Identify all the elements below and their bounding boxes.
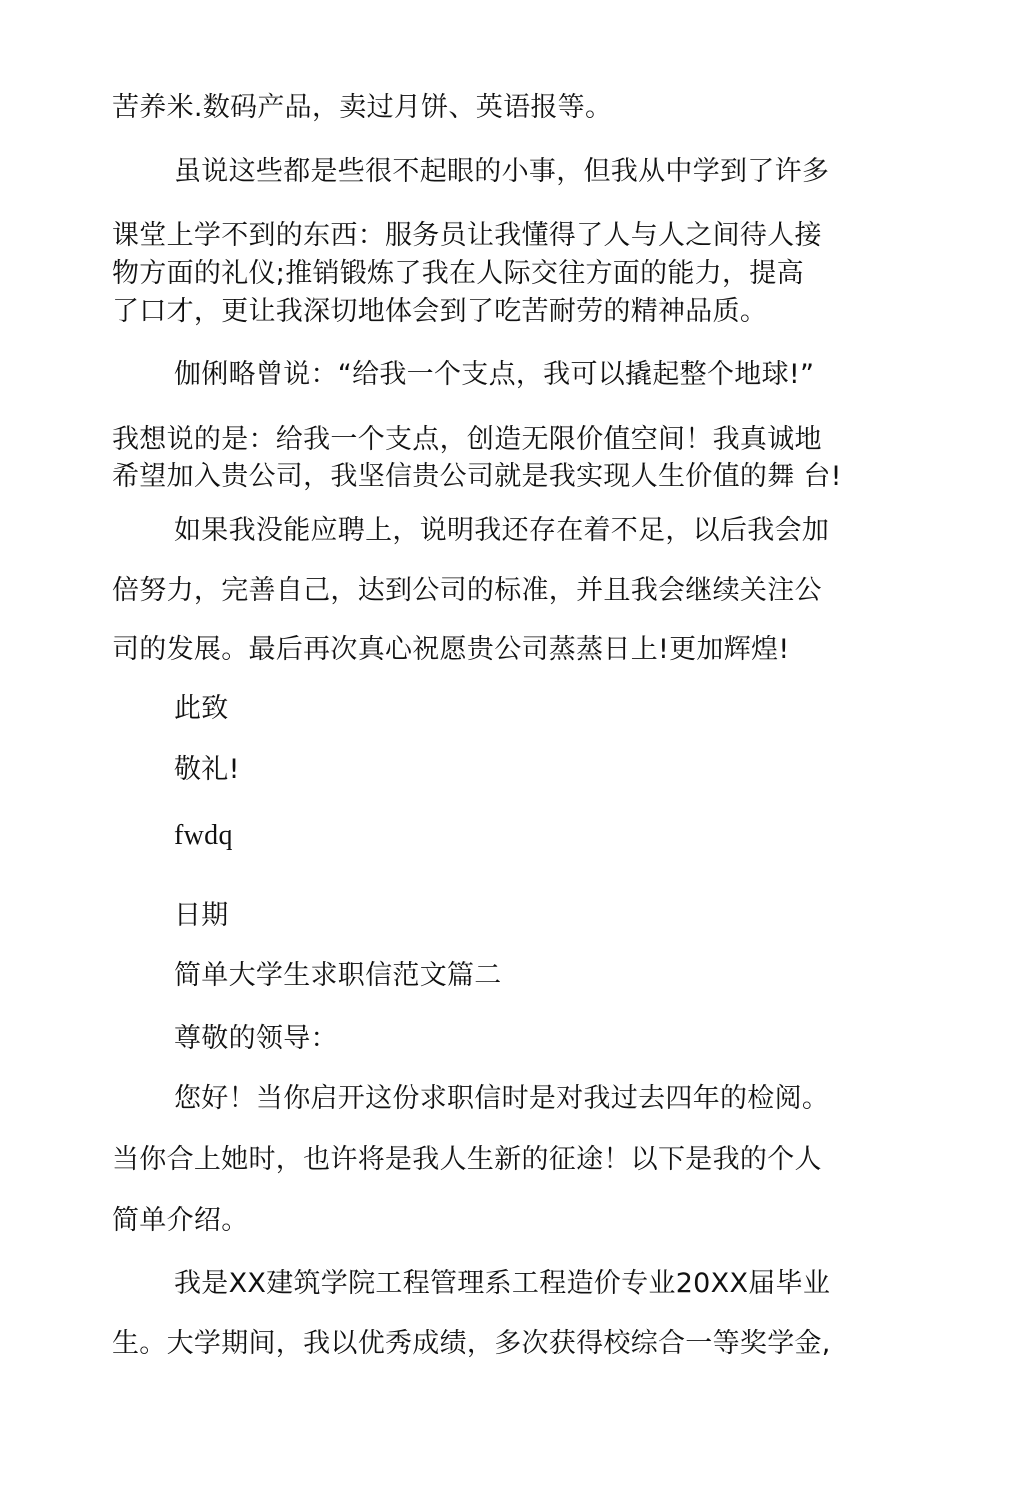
date-label: 日期 [174, 900, 229, 931]
section-title: 简单大学生求职信范文篇二 [174, 960, 502, 991]
closing-line: 此致 [174, 693, 229, 724]
paragraph-first-line: 我是XX建筑学院工程管理系工程造价专业20XX届毕业 [174, 1268, 831, 1299]
paragraph-first-line: 虽说这些都是些很不起眼的小事，但我从中学到了许多 [174, 156, 830, 187]
text-line: 简单介绍。 [112, 1205, 249, 1236]
greeting-line: 尊敬的领导： [174, 1023, 338, 1054]
text-line: 了口才，更让我深切地体会到了吃苦耐劳的精神品质。 [112, 296, 768, 327]
text-line: 希望加入贵公司，我坚信贵公司就是我实现人生价值的舞 台! [112, 461, 842, 492]
text-line: 我想说的是：给我一个支点，创造无限价值空间！我真诚地 [112, 424, 822, 455]
text-line: 生。大学期间，我以优秀成绩，多次获得校综合一等奖学金, [112, 1328, 831, 1359]
text-line: 课堂上学不到的东西：服务员让我懂得了人与人之间待人接 [112, 220, 822, 251]
text-line: 苦养米.数码产品，卖过月饼、英语报等。 [112, 92, 613, 123]
quote-line: 伽俐略曾说：“给我一个支点，我可以撬起整个地球!” [174, 359, 815, 390]
signature-text: fwdq [174, 820, 233, 851]
text-line: 当你合上她时，也许将是我人生新的征途！以下是我的个人 [112, 1144, 822, 1175]
paragraph-first-line: 您好！当你启开这份求职信时是对我过去四年的检阅。 [174, 1083, 830, 1114]
text-line: 物方面的礼仪;推销锻炼了我在人际交往方面的能力，提高 [112, 258, 804, 289]
text-line: 司的发展。最后再次真心祝愿贵公司蒸蒸日上!更加辉煌! [112, 634, 790, 665]
paragraph-first-line: 如果我没能应聘上，说明我还存在着不足，以后我会加 [174, 515, 830, 546]
text-line: 倍努力，完善自己，达到公司的标准，并且我会继续关注公 [112, 575, 822, 606]
closing-line: 敬礼! [174, 754, 240, 785]
